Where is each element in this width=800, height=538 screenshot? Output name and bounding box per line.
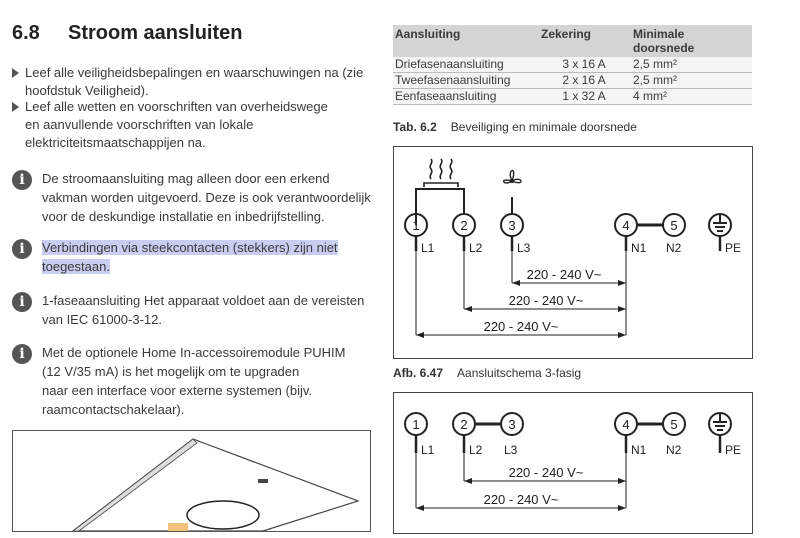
- note-homein: i Met de optionele Home In-accessoiremodule PUHIM (12 V/35 mA) is het mogelijk om te upgraden naar een interface voor externe systemen (bijv. raamcontactschakelaar).: [12, 343, 372, 419]
- terminal-label: 5: [670, 417, 678, 432]
- line-label: L1: [421, 443, 435, 457]
- table-header: Minimale doorsnede: [631, 25, 752, 57]
- line-label: PE: [725, 241, 742, 255]
- line-label: N1: [631, 241, 647, 255]
- spec-table-wrap: [393, 25, 752, 105]
- wiring-diagram-3phase: [393, 146, 753, 359]
- voltage-label: 220 - 240 V~: [483, 319, 559, 334]
- table-caption: Tab. 6.2 Beveiliging en minimale doorsnede: [393, 120, 637, 134]
- bullet-safety: Leef alle veiligheidsbepalingen en waarschuwingen na (zie hoofdstuk Veiligheid).: [12, 64, 372, 100]
- note-iec: i 1-faseaansluiting Het apparaat voldoet aan de vereisten van IEC 61000-3-12.: [12, 291, 372, 329]
- cooktop-drawing: [13, 431, 370, 531]
- terminal-label: 3: [508, 417, 516, 432]
- wiring-diagram-3phase-svg: [394, 147, 752, 358]
- info-icon: i: [12, 292, 32, 312]
- terminal-label: 1: [412, 417, 420, 432]
- fan-icon: [504, 170, 521, 183]
- line-label: L1: [421, 241, 435, 255]
- line-label: N1: [631, 443, 647, 457]
- bullet-laws: Leef alle wetten en voorschriften van overheidswege en aanvullende voorschriften van lokale elektriciteitsmaatschappijen na.: [12, 98, 372, 152]
- info-icon: i: [12, 239, 32, 259]
- terminal-label: 2: [460, 417, 468, 432]
- spec-table: [393, 25, 752, 105]
- line-label: N2: [666, 443, 682, 457]
- heating-icon: [424, 159, 458, 187]
- table-header: Aansluiting: [393, 25, 539, 57]
- terminal-label: 5: [670, 218, 678, 233]
- section-number: 6.8: [12, 22, 40, 44]
- voltage-label: 220 - 240 V~: [508, 465, 584, 480]
- voltage-label: 220 - 240 V~: [483, 492, 559, 507]
- info-icon: i: [12, 344, 32, 364]
- info-icon: i: [12, 170, 32, 190]
- line-label: L3: [517, 241, 531, 255]
- note-installer: i De stroomaansluiting mag alleen door een erkend vakman worden uitgevoerd. Deze is ook verantwoordelijk voor de deskundige installatie en inbedrijfstelling.: [12, 169, 372, 226]
- section-heading: [12, 22, 242, 45]
- terminal-label: 1: [412, 218, 420, 233]
- line-label: N2: [666, 241, 682, 255]
- table-row: Tweefasenaansluiting 2 x 16 A 2,5 mm²: [393, 73, 752, 89]
- line-label: L3: [504, 443, 518, 457]
- wiring-diagram-2phase: [393, 392, 753, 534]
- cooktop-illustration: [12, 430, 371, 532]
- highlighted-text[interactable]: toegestaan.: [42, 259, 110, 274]
- table-row: Eenfaseaansluiting 1 x 32 A 4 mm²: [393, 89, 752, 105]
- terminal-label: 2: [460, 218, 468, 233]
- voltage-label: 220 - 240 V~: [526, 267, 602, 282]
- line-label: L2: [469, 241, 483, 255]
- note-sockets: [12, 238, 372, 276]
- terminal-label: 4: [622, 218, 630, 233]
- highlighted-text[interactable]: Verbindingen via steekcontacten (stekkers) zijn niet: [42, 240, 338, 255]
- section-title: Stroom aansluiten: [68, 22, 243, 44]
- table-header-row: [393, 25, 752, 57]
- bullet-arrow-icon: [12, 102, 19, 112]
- terminal-label: 3: [508, 218, 516, 233]
- table-row: Driefasenaansluiting 3 x 16 A 2,5 mm²: [393, 57, 752, 73]
- wiring-diagram-2phase-svg: [394, 393, 752, 533]
- figure-caption: Afb. 6.47 Aansluitschema 3-fasig: [393, 366, 582, 380]
- line-label: L2: [469, 443, 483, 457]
- bullet-arrow-icon: [12, 68, 19, 78]
- table-header: Zekering: [539, 25, 631, 57]
- terminal-label: 4: [622, 417, 630, 432]
- line-label: PE: [725, 443, 742, 457]
- voltage-label: 220 - 240 V~: [508, 293, 584, 308]
